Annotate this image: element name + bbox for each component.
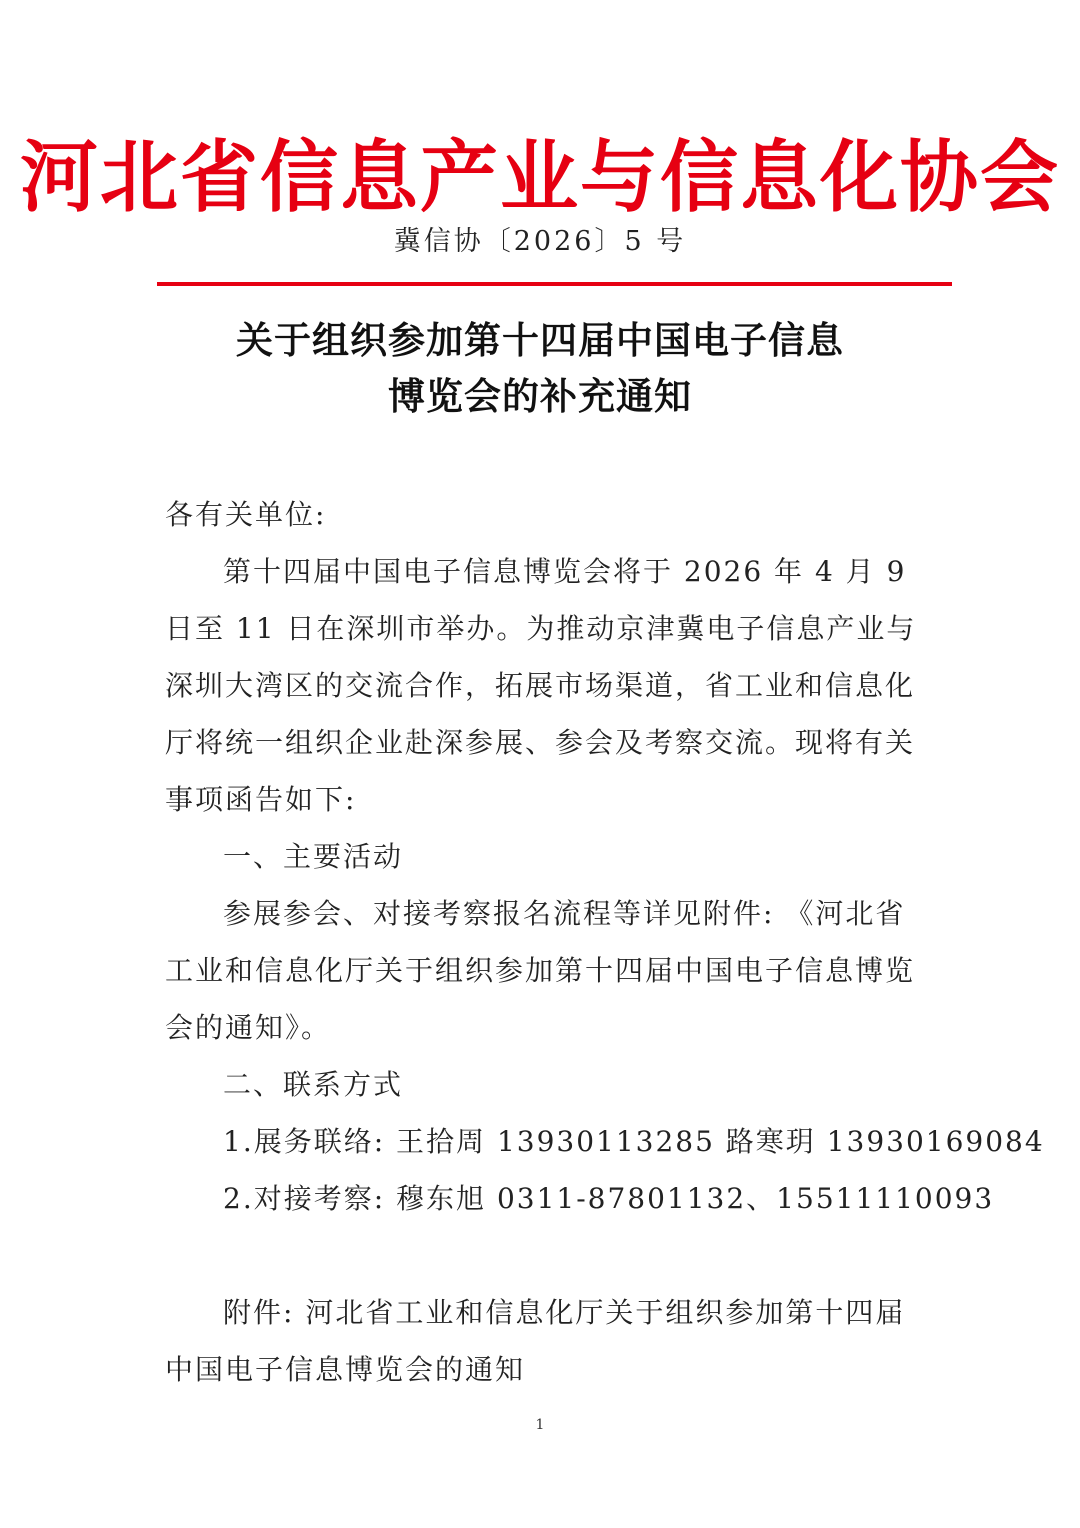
section-1-paragraph: 参展参会、对接考察报名流程等详见附件: 《河北省工业和信息化厅关于组织参加第十四届中国电子信息博览会的通知》。 <box>165 897 916 1044</box>
page-number: 1 <box>535 1417 545 1433</box>
document-body <box>165 486 1045 1398</box>
section-1-heading: 一、主要活动 <box>223 840 404 873</box>
organization-name: 河北省信息产业与信息化协会 <box>19 132 1060 223</box>
red-divider <box>157 282 952 286</box>
attachment-note: 附件: 河北省工业和信息化厅关于组织参加第十四届中国电子信息博览会的通知 <box>165 1296 906 1386</box>
section-2-heading: 二、联系方式 <box>223 1068 404 1101</box>
salutation: 各有关单位: <box>165 498 327 531</box>
document-number: 冀信协〔2026〕5 号 <box>393 226 687 257</box>
document-title <box>0 312 1080 424</box>
blank-line <box>165 1227 925 1284</box>
contact-inspection: 2.对接考察: 穆东旭 0311-87801132、15511110093 <box>223 1182 995 1215</box>
contact-exhibition: 1.展务联络: 王拾周 13930113285 路寒玥 13930169084 <box>223 1125 1045 1158</box>
title-line-1: 关于组织参加第十四届中国电子信息 <box>236 318 844 362</box>
intro-paragraph: 第十四届中国电子信息博览会将于 2026 年 4 月 9 日至 11 日在深圳市举办。为推动京津冀电子信息产业与深圳大湾区的交流合作，拓展市场渠道，省工业和信息化厅将统一组织企业赴深参展、参会及考察交流。现将有关事项函告如下: <box>165 555 917 816</box>
title-line-2: 博览会的补充通知 <box>388 374 692 418</box>
